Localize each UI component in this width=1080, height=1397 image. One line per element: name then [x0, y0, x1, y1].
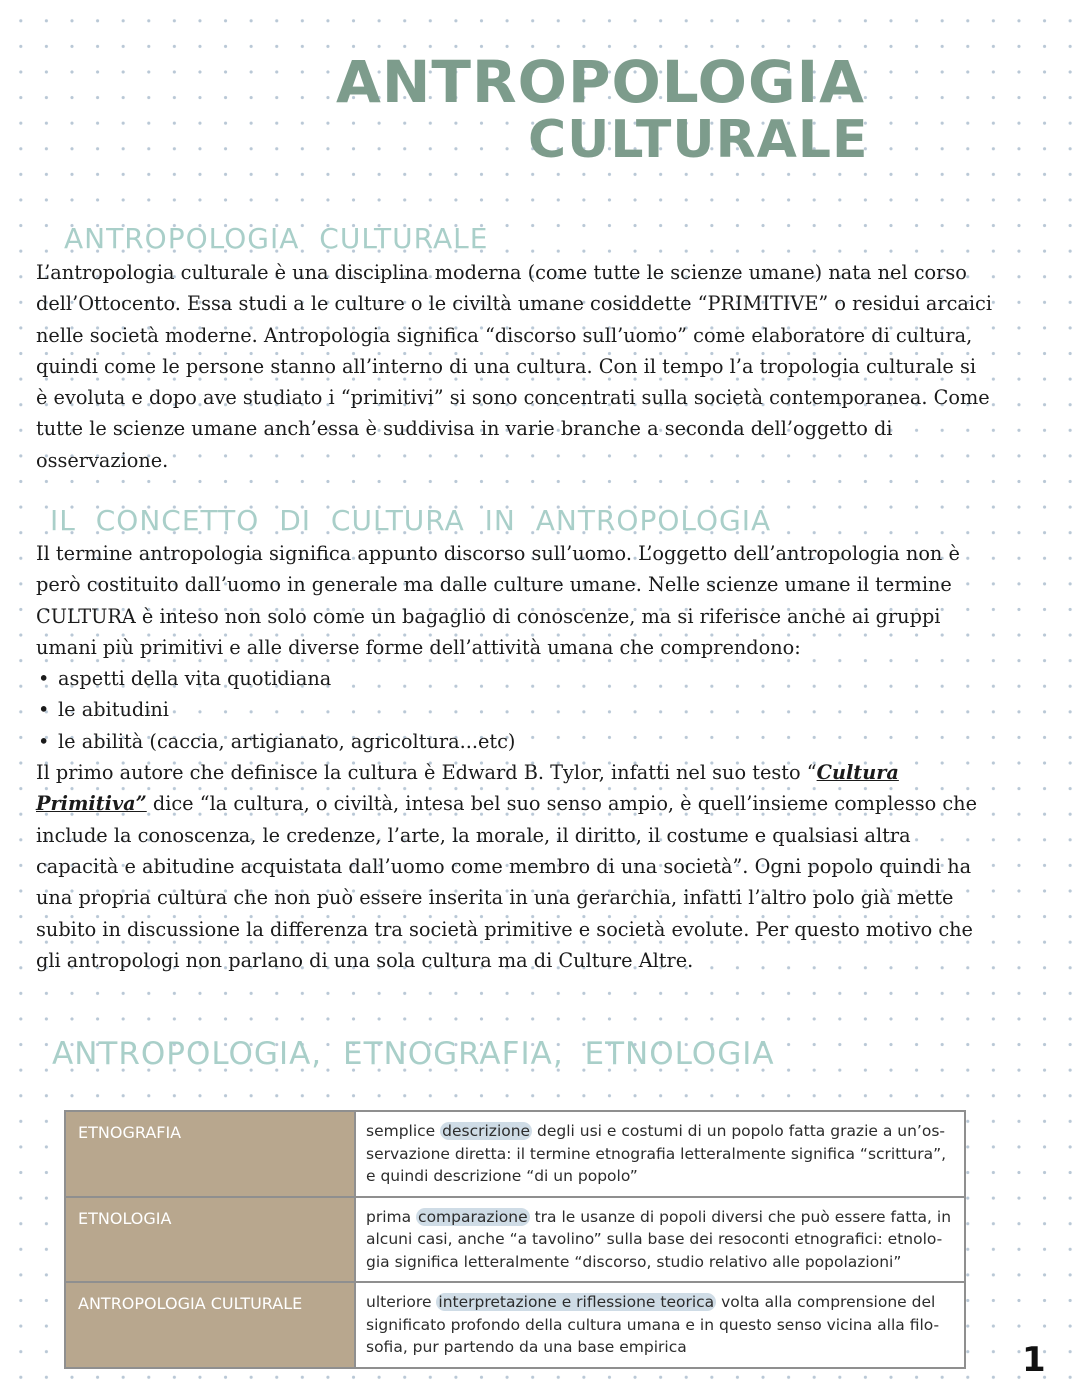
- text-line: subito in discussione la differenza tra società primitive e società evolute. Per questo motivo che: [36, 917, 973, 941]
- highlighted-keyword: interpretazione e riflessione teorica: [438, 1293, 715, 1311]
- definitions-table: [64, 1110, 966, 1369]
- section-heading-concetto-cultura: IL CONCETTO DI CULTURA IN ANTROPOLOGIA: [50, 504, 772, 537]
- text-line: [36, 788, 1051, 819]
- citation-title: Primitiva”: [36, 792, 147, 816]
- definition-text: volta alla comprensione del significato profondo della cultura umana e in questo senso vicina alla filo-sofia, pur partendo da una base empirica: [366, 1293, 940, 1356]
- table-row: [65, 1197, 965, 1283]
- text-line: include la conoscenza, le credenze, l’arte, la morale, il diritto, il costume e qualsiasi altra: [36, 823, 911, 847]
- title-line-2: CULTURALE: [528, 110, 869, 170]
- text-line: L’antropologia culturale è una disciplina moderna (come tutte le scienze umane) nata nel corso: [36, 261, 967, 284]
- text-line: osservazione.: [36, 448, 169, 472]
- text-line: però costituito dall’uomo in generale ma dalle culture umane. Nelle scienze umane il termine: [36, 573, 952, 597]
- section-2-paragraph: [36, 538, 1051, 976]
- section-1-paragraph: [36, 257, 1051, 476]
- text-line: nelle società moderne. Antropologia significa “discorso sull’uomo” come elaboratore di cultura,: [36, 323, 973, 347]
- text-line: capacità e abitudine acquistata dall’uomo come membro di una società”. Ogni popolo quindi ha: [36, 854, 972, 878]
- highlighted-keyword: descrizione: [442, 1122, 531, 1140]
- citation-title: Cultura: [816, 761, 899, 785]
- page-number: 1: [1022, 1340, 1046, 1380]
- section-heading-antropologia-culturale: ANTROPOLOGIA CULTURALE: [64, 222, 489, 255]
- section-heading-antropologia-etnografia-etnologia: ANTROPOLOGIA, ETNOGRAFIA, ETNOLOGIA: [52, 1036, 775, 1072]
- text-line: è evoluta e dopo ave studiato i “primitivi” si sono concentrati sulla società contemporanea. Come: [36, 386, 990, 410]
- definition-text: semplice: [366, 1122, 441, 1140]
- text-line: una propria cultura che non può essere inserita in una gerarchia, infatti l’altro polo già mette: [36, 886, 954, 910]
- definition-cell: [355, 1282, 965, 1368]
- definition-text: prima: [366, 1207, 417, 1226]
- definition-text: tra le usanze di popoli diversi che può essere fatta, in alcuni casi, anche “a tavolino” sulla base dei resoconti etnografici: etnolo-gia significa letteralmente “discorso, studio relativo alle popolazioni”: [366, 1207, 952, 1271]
- text-line: dell’Ottocento. Essa studi a le culture o le civiltà umane cosiddette “PRIMITIVE” o residui arcaici: [36, 292, 993, 316]
- tylor-text: dice “la cultura, o civiltà, intesa bel suo senso ampio, è quell’insieme complesso che: [146, 792, 977, 816]
- tylor-text: Il primo autore che definisce la cultura è Edward B. Tylor, infatti nel suo testo “: [36, 761, 817, 785]
- text-line: quindi come le persone stanno all’interno di una cultura. Con il tempo l’a tropologia culturale si: [36, 354, 977, 378]
- text-line: Il termine antropologia significa appunto discorso sull’uomo. L’oggetto dell’antropologia non è: [36, 542, 960, 565]
- text-line: gli antropologi non parlano di una sola cultura ma di Culture Altre.: [36, 948, 694, 972]
- bullet-list: [36, 663, 1051, 757]
- text-line: CULTURA è inteso non solo come un bagaglio di conoscenze, ma si riferisce anche ai gruppi: [36, 604, 941, 628]
- list-item: • le abitudini: [36, 694, 1051, 725]
- highlighted-keyword: comparazione: [418, 1207, 528, 1226]
- definition-cell: [355, 1197, 965, 1283]
- table-row: [65, 1282, 965, 1368]
- title-line-1: ANTROPOLOGIA: [336, 48, 866, 116]
- text-line: tutte le scienze umane anch’essa è suddivisa in varie branche a seconda dell’oggetto di: [36, 417, 893, 441]
- definition-text: ulteriore: [366, 1293, 437, 1311]
- list-item: • aspetti della vita quotidiana: [36, 663, 1051, 694]
- term-cell: ANTROPOLOGIA CULTURALE: [65, 1282, 355, 1368]
- term-cell: ETNOGRAFIA: [65, 1111, 355, 1197]
- definition-text: degli usi e costumi di un popolo fatta grazie a un’os-servazione diretta: il termine etnografia letteralmente significa “scrittura”, e quindi descrizione “di un popolo”: [366, 1122, 947, 1185]
- definition-cell: [355, 1111, 965, 1197]
- term-cell: ETNOLOGIA: [65, 1197, 355, 1283]
- text-line: umani più primitivi e alle diverse forme dell’attività umana che comprendono:: [36, 635, 801, 659]
- list-item: • le abilità (caccia, artigianato, agricoltura...etc): [36, 726, 1051, 757]
- page-title: [0, 40, 1080, 180]
- text-line: [36, 757, 1051, 788]
- table-row: [65, 1111, 965, 1197]
